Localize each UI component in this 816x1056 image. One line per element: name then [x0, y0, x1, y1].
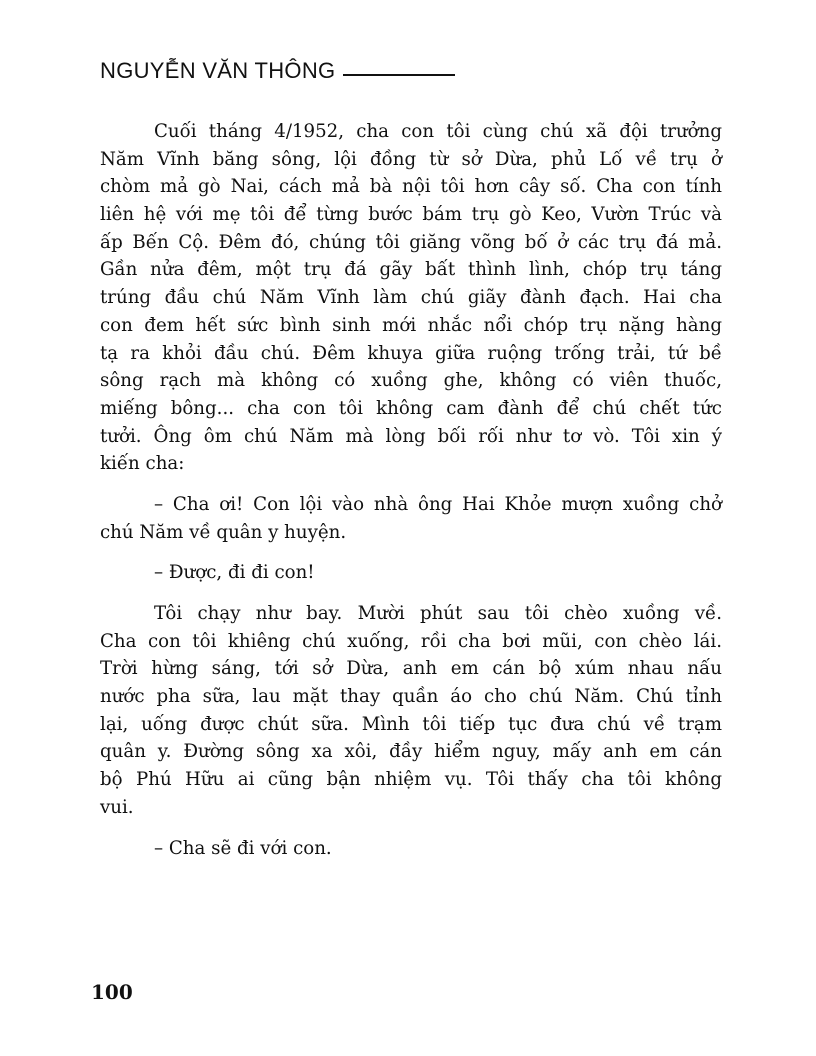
narration-paragraph: [100, 600, 722, 822]
text-line: quân y. Đường sông xa xôi, đầy hiểm nguy, mấy anh em cán: [100, 741, 722, 763]
text-line: liên hệ với mẹ tôi để từng bước bám trụ gò Keo, Vườn Trúc và: [100, 204, 722, 226]
text-line: Cuối tháng 4/1952, cha con tôi cùng chú xã đội trưởng: [154, 121, 722, 142]
text-line: tưởi. Ông ôm chú Năm mà lòng bối rối như tơ vò. Tôi xin ý: [100, 425, 722, 447]
dialogue-paragraph: [100, 835, 722, 863]
text-line: con đem hết sức bình sinh mới nhắc nổi chóp trụ nặng hàng: [100, 314, 722, 336]
text-line: lại, uống được chút sữa. Mình tôi tiếp tục đưa chú về trạm: [100, 713, 722, 735]
paragraph-gap: [100, 587, 722, 600]
text-line: trúng đầu chú Năm Vĩnh làm chú giãy đành đạch. Hai cha: [100, 287, 722, 309]
dialogue-paragraph: [100, 491, 722, 546]
paragraph-gap: [100, 478, 722, 491]
author-name: NGUYỄN VĂN THÔNG: [100, 58, 336, 83]
text-line: kiến cha:: [100, 453, 185, 475]
dialogue-paragraph: [100, 559, 722, 587]
paragraph-gap: [100, 822, 722, 835]
text-line: tạ ra khỏi đầu chú. Đêm khuya giữa ruộng trống trải, tứ bề: [100, 342, 722, 364]
paragraph-gap: [100, 546, 722, 559]
text-line: chú Năm về quân y huyện.: [100, 521, 347, 543]
page-number: 100: [91, 980, 133, 1004]
text-line: Trời hừng sáng, tới sở Dừa, anh em cán bộ xúm nhau nấu: [100, 658, 722, 680]
text-line: sông rạch mà không có xuồng ghe, không có viên thuốc,: [100, 370, 722, 392]
text-line: Cha con tôi khiêng chú xuống, rồi cha bơi mũi, con chèo lái.: [100, 630, 722, 652]
text-line: nước pha sữa, lau mặt thay quần áo cho chú Năm. Chú tỉnh: [100, 686, 722, 708]
running-head: [100, 58, 455, 84]
text-line: ấp Bến Cộ. Đêm đó, chúng tôi giăng võng bố ở các trụ đá mả.: [100, 231, 722, 253]
text-line: – Cha ơi! Con lội vào nhà ông Hai Khỏe mượn xuồng chở: [154, 493, 722, 515]
text-line: vui.: [100, 796, 134, 818]
text-line: – Cha sẽ đi với con.: [154, 837, 332, 859]
narration-paragraph: [100, 118, 722, 478]
text-line: Tôi chạy như bay. Mười phút sau tôi chèo xuồng về.: [154, 603, 722, 624]
text-line: chòm mả gò Nai, cách mả bà nội tôi hơn cây số. Cha con tính: [100, 176, 722, 198]
text-line: – Được, đi đi con!: [154, 562, 315, 584]
header-rule: [343, 74, 455, 76]
text-line: Gần nửa đêm, một trụ đá gãy bất thình lình, chóp trụ táng: [100, 259, 722, 281]
text-line: Năm Vĩnh băng sông, lội đồng từ sở Dừa, phủ Lố về trụ ở: [100, 148, 722, 170]
text-line: miếng bông... cha con tôi không cam đành để chú chết tức: [100, 397, 722, 419]
body-text: [100, 118, 722, 862]
text-line: bộ Phú Hữu ai cũng bận nhiệm vụ. Tôi thấy cha tôi không: [100, 769, 722, 791]
